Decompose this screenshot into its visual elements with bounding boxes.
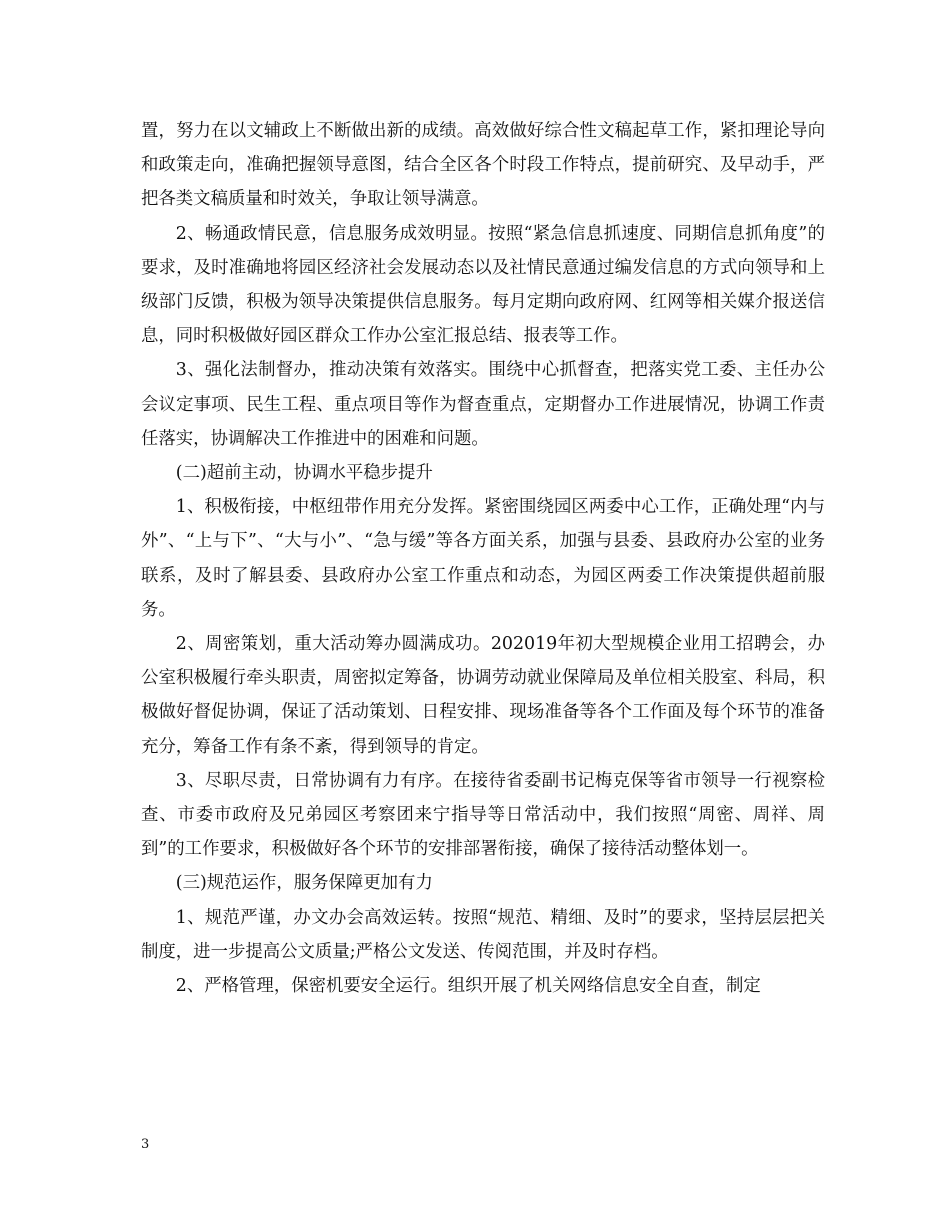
paragraph: 置，努力在以文辅政上不断做出新的成绩。高效做好综合性文稿起草工作，紧扣理论导向和政策走向，准确把握领导意图，结合全区各个时段工作特点，提前研究、及早动手，严把各类文稿质量和时效关，争取让领导满意。 [141,121,825,210]
section-heading: (三)规范运作，服务保障更加有力 [175,873,433,894]
paragraph: 1、积极衔接，中枢纽带作用充分发挥。紧密围绕园区两委中心工作，正确处理“内与外”、“上与下”、“大与小”、“急与缓”等各方面关系，加强与县委、县政府办公室的业务联系，及时了解县委、县政府办公室工作重点和动态，为园区两委工作决策提供超前服务。 [141,497,825,620]
paragraph: 2、畅通政情民意，信息服务成效明显。按照“紧急信息抓速度、同期信息抓角度”的要求，及时准确地将园区经济社会发展动态以及社情民意通过编发信息的方式向领导和上级部门反馈，积极为领导决策提供信息服务。每月定期向政府网、红网等相关媒介报送信息，同时积极做好园区群众工作办公室汇报总结、报表等工作。 [141,223,825,347]
section-heading: (二)超前主动，协调水平稳步提升 [175,463,433,484]
paragraph: 2、周密策划，重大活动筹办圆满成功。202019年初大型规模企业用工招聘会，办公室积极履行牵头职责，周密拟定筹备，协调劳动就业保障局及单位相关股室、科局，积极做好督促协调，保证了活动策划、日程安排、现场准备等各个工作面及每个环节的准备充分，筹备工作有条不紊，得到领导的肯定。 [141,634,825,757]
paragraph: 1、规范严谨，办文办会高效运转。按照“规范、精细、及时”的要求，坚持层层把关制度，进一步提高公文质量;严格公文发送、传阅范围，并及时存档。 [141,907,825,962]
document-body [141,114,825,1003]
paragraph: 3、尽职尽责，日常协调有力有序。在接待省委副书记梅克保等省市领导一行视察检查、市委市政府及兄弟园区考察团来宁指导等日常活动中，我们按照“周密、周祥、周到”的工作要求，积极做好各个环节的安排部署衔接，确保了接待活动整体划一。 [141,770,825,860]
page-number: 3 [141,1137,150,1152]
paragraph: 2、严格管理，保密机要安全运行。组织开展了机关网络信息安全自查，制定 [175,976,761,997]
paragraph: 3、强化法制督办，推动决策有效落实。围绕中心抓督查，把落实党工委、主任办公会议定事项、民生工程、重点项目等作为督查重点，定期督办工作进展情况，协调工作责任落实，协调解决工作推进中的困难和问题。 [141,360,825,449]
